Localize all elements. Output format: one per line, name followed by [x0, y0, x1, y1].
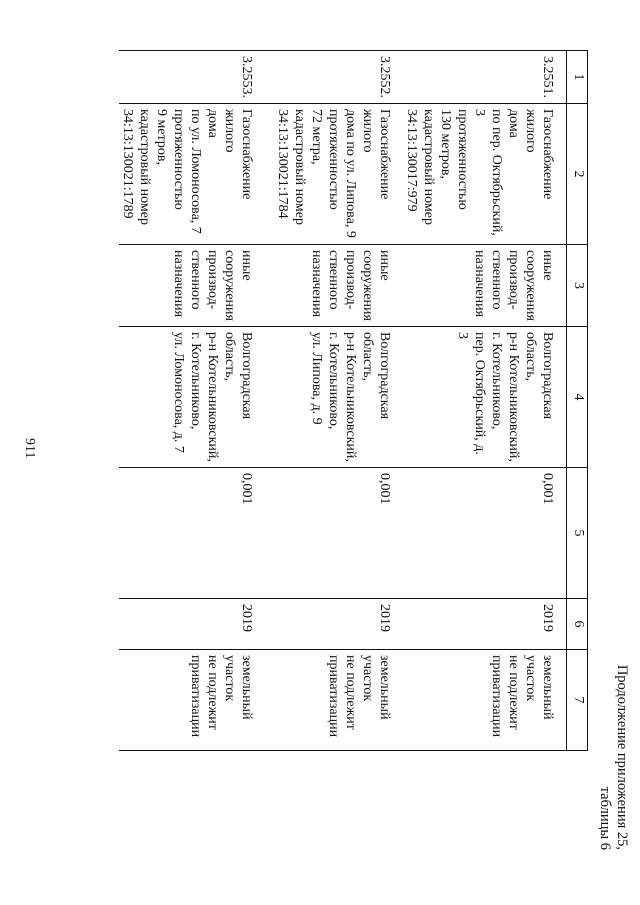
address-line: пер. Октябрьский, д. 3 [455, 331, 487, 455]
name-line: по пер. Октябрьский, 3 [472, 109, 504, 236]
address-line: Волгоградская область, [360, 331, 392, 420]
column-header-6: 6 [567, 598, 588, 649]
type-line: производ- [343, 250, 358, 310]
note-line: земельный [540, 654, 555, 720]
area-cell: 0,001 [265, 467, 403, 598]
object-name-cell [403, 104, 567, 245]
object-name-cell [265, 104, 403, 245]
object-type-cell [403, 245, 567, 327]
table-body [119, 51, 567, 751]
header-line-2: таблицы 6 [597, 786, 613, 850]
note-line: не подлежит [343, 654, 358, 730]
year-cell: 2019 [265, 598, 403, 649]
note-line: приватизации [489, 654, 504, 738]
type-line: сооружения [360, 250, 375, 321]
object-type-cell [265, 245, 403, 327]
address-line: р-н Котельниковский, [205, 331, 220, 462]
name-line: Газоснабжение жилого [360, 109, 392, 200]
note-line: земельный [377, 654, 392, 720]
type-line: ственного [188, 250, 203, 310]
year-cell: 2019 [403, 598, 567, 649]
name-line: кадастровый номер [292, 109, 307, 225]
address-cell [265, 326, 403, 467]
property-table [119, 50, 588, 751]
note-line: приватизации [326, 654, 341, 738]
column-header-1: 1 [567, 51, 588, 104]
year-cell: 2019 [119, 598, 265, 649]
name-line: протяженностью [326, 109, 341, 210]
column-header-5: 5 [567, 467, 588, 598]
object-type-cell [119, 245, 265, 327]
note-line: не подлежит [506, 654, 521, 730]
row-number-cell: 3.2552. [265, 51, 403, 104]
area-cell: 0,001 [119, 467, 265, 598]
column-header-2: 2 [567, 104, 588, 245]
name-line: дома [205, 109, 220, 138]
type-line: иные [239, 250, 254, 281]
column-header-4: 4 [567, 326, 588, 467]
row-number-cell: 3.2553. [119, 51, 265, 104]
note-cell [403, 649, 567, 750]
table-row [403, 51, 567, 751]
type-line: производ- [506, 250, 521, 310]
address-line: Волгоградская область, [523, 331, 555, 420]
note-line: не подлежит [205, 654, 220, 730]
column-header-7: 7 [567, 649, 588, 750]
address-line: г. Котельниково, [188, 331, 203, 430]
address-line: ул. Липова, д. 9 [309, 331, 324, 425]
type-line: назначения [171, 250, 186, 318]
type-line: иные [540, 250, 555, 281]
column-header-3: 3 [567, 245, 588, 327]
name-line: 9 метров, [154, 109, 169, 165]
table-row [265, 51, 403, 751]
name-line: 34:13:130021:1784 [275, 109, 290, 219]
address-line: г. Котельниково, [489, 331, 504, 430]
type-line: сооружения [222, 250, 237, 321]
type-line: иные [377, 250, 392, 281]
name-line: дома [506, 109, 521, 138]
name-line: по ул. Ломоносова, 7 [188, 109, 203, 234]
address-line: ул. Ломоносова, д. 7 [171, 331, 186, 453]
name-line: кадастровый номер [137, 109, 152, 225]
type-line: сооружения [523, 250, 538, 321]
name-line: протяженностью [171, 109, 186, 210]
name-line: кадастровый номер [421, 109, 436, 225]
note-line: участок [360, 654, 375, 702]
header-note [596, 665, 630, 850]
note-line: приватизации [188, 654, 203, 738]
type-line: назначения [472, 250, 487, 318]
table-row [119, 51, 265, 751]
type-line: ственного [326, 250, 341, 310]
name-line: протяженностью [455, 109, 470, 210]
note-line: участок [523, 654, 538, 702]
header-line-1: Продолжение приложения 25, [614, 664, 630, 850]
page-number: 911 [22, 438, 37, 459]
column-number-row [567, 51, 588, 751]
address-line: р-н Котельниковский, [343, 331, 358, 462]
note-line: участок [222, 654, 237, 702]
address-line: г. Котельниково, [326, 331, 341, 430]
name-line: Газоснабжение жилого [523, 109, 555, 200]
name-line: 130 метров, [438, 109, 453, 179]
address-cell [403, 326, 567, 467]
address-line: Волгоградская область, [222, 331, 254, 420]
name-line: 34:13:130021:1789 [120, 109, 135, 219]
object-name-cell [119, 104, 265, 245]
name-line: 72 метра, [309, 109, 324, 165]
name-line: 34:13:130017:979 [404, 109, 419, 212]
area-cell: 0,001 [403, 467, 567, 598]
note-line: земельный [239, 654, 254, 720]
address-cell [119, 326, 265, 467]
name-line: Газоснабжение жилого [222, 109, 254, 200]
row-number-cell: 3.2551. [403, 51, 567, 104]
note-cell [119, 649, 265, 750]
note-cell [265, 649, 403, 750]
name-line: дома по ул. Липова, 9 [343, 109, 358, 238]
type-line: назначения [309, 250, 324, 318]
type-line: производ- [205, 250, 220, 310]
type-line: ственного [489, 250, 504, 310]
address-line: р-н Котельниковский, [506, 331, 521, 462]
